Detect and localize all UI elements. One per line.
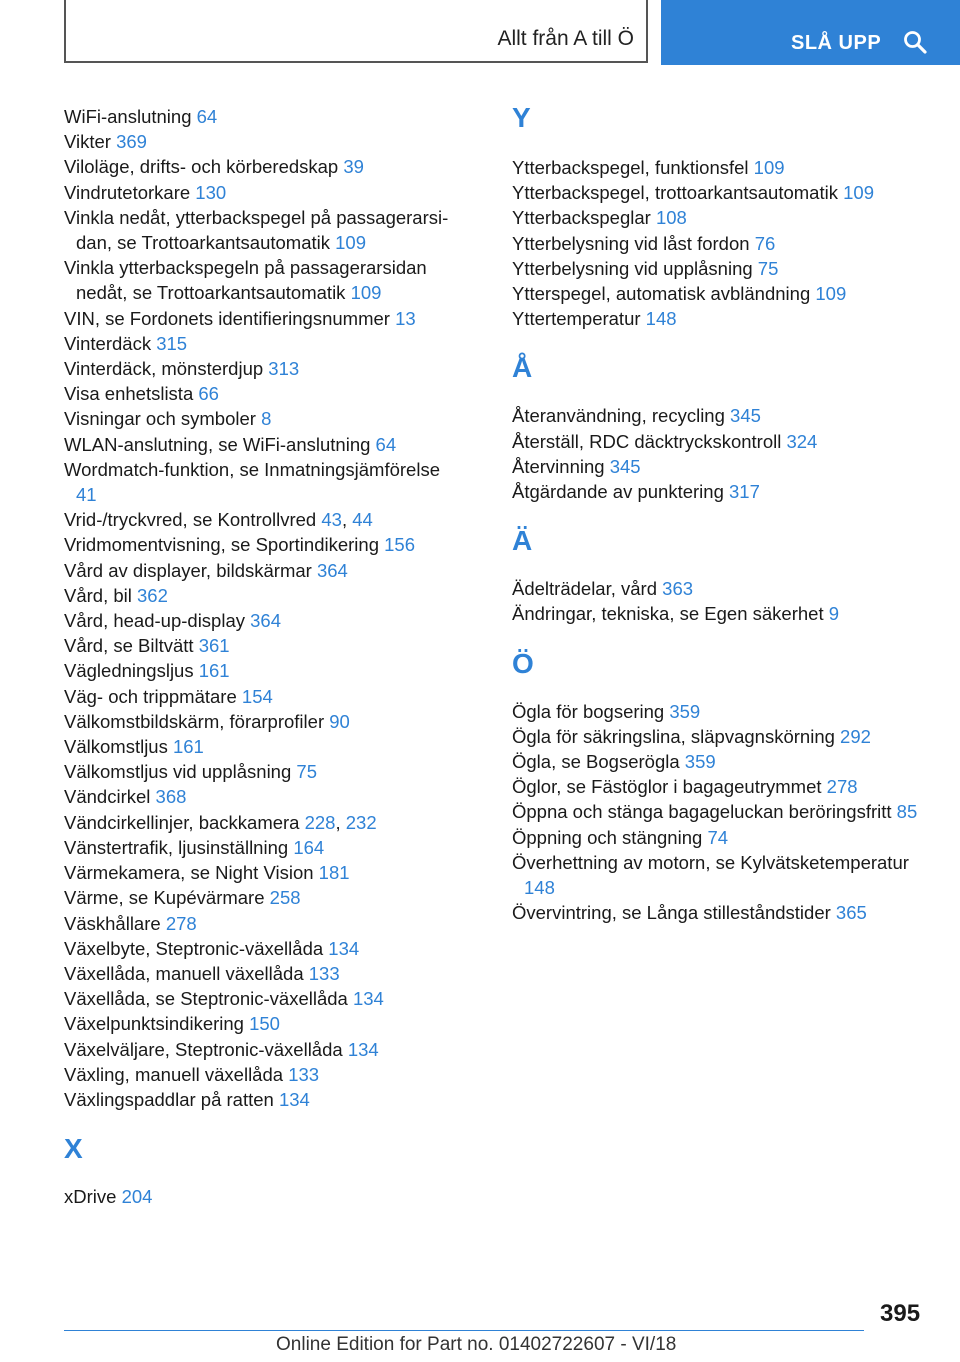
index-entry-text: Ögla, se Bogserögla — [512, 751, 680, 773]
index-entry — [512, 699, 932, 724]
index-entry-text: Ädelträdelar, vård — [512, 578, 658, 600]
page-reference-link[interactable]: 161 — [172, 736, 204, 758]
index-entry — [64, 1011, 459, 1036]
index-entry — [64, 356, 459, 381]
index-entry-text: Värme, se Kupévärmare — [64, 887, 265, 909]
page-reference-link[interactable]: 133 — [308, 962, 340, 984]
index-column-right — [512, 104, 932, 925]
section-letter: Å — [512, 352, 533, 384]
page-reference-link[interactable]: 368 — [155, 786, 187, 808]
index-entry-text: Väskhållare — [64, 912, 161, 934]
page-reference-link[interactable]: 345 — [730, 405, 761, 427]
section-letter: X — [64, 1133, 83, 1165]
index-entry — [64, 684, 459, 709]
index-entry — [64, 633, 459, 658]
page-reference-link[interactable]: 13 — [395, 307, 416, 329]
index-entry-text: Vård, se Biltvätt — [64, 635, 194, 657]
index-entry: Vrid-/tryckvred, se Kontrollvred 43, 44 — [64, 509, 373, 531]
page-number: 395 — [880, 1300, 921, 1327]
index-entry — [64, 911, 459, 936]
page-reference-link[interactable]: 364 — [316, 559, 348, 581]
top-navigation — [0, 0, 960, 66]
page-reference-link[interactable]: 148 — [524, 877, 555, 899]
page-reference-link[interactable]: 66 — [198, 383, 219, 405]
edition-footer: Online Edition for Part no. 01402722607 - VI/18 — [276, 1334, 677, 1355]
page-reference-link[interactable]: 317 — [729, 481, 760, 503]
index-entry-text: Återställ, RDC däcktryckskontroll — [512, 430, 782, 452]
index-entry — [64, 432, 459, 457]
page-reference-link[interactable]: 164 — [293, 836, 325, 858]
index-entry-text: Vård, bil — [64, 584, 132, 606]
index-entry — [512, 724, 932, 749]
index-entry — [64, 583, 459, 608]
index-entry-text: Växelbyte, Steptronic-växellåda — [64, 937, 324, 959]
page-reference-link[interactable]: 315 — [156, 332, 188, 354]
page-reference-link[interactable]: 292 — [840, 725, 871, 747]
page-reference-link[interactable]: 324 — [786, 430, 818, 452]
page-reference-link[interactable]: 134 — [278, 1088, 310, 1110]
page-reference-link[interactable]: 154 — [241, 685, 273, 707]
index-entry-text: VIN, se Fordonets identifieringsnummer — [64, 307, 390, 329]
page-reference-link[interactable]: 9 — [828, 603, 840, 625]
page-reference-link[interactable]: 109 — [335, 232, 367, 254]
index-entry — [64, 1062, 459, 1087]
page-reference-link[interactable]: 134 — [328, 937, 360, 959]
index-entry-text: Övervintring, se Långa stilleståndstider — [512, 902, 831, 924]
index-entry — [64, 784, 459, 809]
index-entry-text: Återanvändning, recycling — [512, 405, 725, 427]
page-reference-link[interactable]: 109 — [753, 157, 785, 178]
index-entry-text: Ögla för bogsering — [512, 700, 665, 722]
page-reference-link[interactable]: 156 — [384, 534, 416, 556]
page-reference-link[interactable]: 75 — [757, 257, 779, 279]
index-entry-text: Välkomstljus — [64, 736, 168, 758]
index-entry — [64, 381, 459, 406]
page-reference-link[interactable]: 363 — [662, 578, 694, 600]
page-reference-link[interactable]: 148 — [645, 308, 677, 330]
index-entry — [512, 825, 932, 850]
index-entry-text: Växellåda, manuell växellåda — [64, 962, 304, 984]
index-entry-text: Växlingspaddlar på ratten — [64, 1088, 274, 1110]
index-entry — [512, 900, 932, 925]
index-entry — [64, 835, 459, 860]
index-entry-text: Öglor, se Fästöglor i bagageutrymmet — [512, 776, 822, 798]
page-reference-link[interactable]: 74 — [707, 826, 729, 848]
index-entry-text: Vinterdäck — [64, 332, 152, 354]
index-entry-text: Vrid-/tryckvred, se Kontrollvred — [64, 509, 317, 531]
index-entry — [512, 850, 932, 900]
index-entry — [64, 1037, 459, 1062]
index-entry — [64, 104, 459, 129]
page-reference-link[interactable]: 278 — [165, 912, 197, 934]
index-entry — [64, 180, 459, 205]
index-entry — [64, 457, 459, 507]
page-reference-link[interactable]: 150 — [249, 1013, 280, 1035]
index-entry-text: WiFi-anslutning — [64, 106, 192, 127]
index-entry — [64, 532, 459, 557]
page-reference-link[interactable]: 134 — [347, 1038, 379, 1060]
index-entry-text: Vikter — [64, 131, 111, 153]
index-entry-text: Vändcirkel — [64, 786, 151, 808]
index-entry — [512, 281, 932, 306]
section-letter: Ö — [512, 647, 534, 679]
page-reference-link[interactable]: 8 — [261, 408, 272, 430]
index-column-left — [64, 104, 459, 1209]
index-entry-text: Ytterbackspeglar — [512, 207, 651, 229]
index-entry — [512, 256, 932, 281]
page-reference-link[interactable]: 232 — [345, 811, 377, 833]
footer-divider — [64, 1330, 864, 1331]
index-entry-text: Ändringar, tekniska, se Egen säkerhet — [512, 603, 824, 625]
index-entry — [64, 255, 459, 305]
page-reference-link[interactable]: 345 — [609, 455, 641, 477]
index-entry-text: Väg- och trippmätare — [64, 685, 237, 707]
page-reference-link[interactable]: 75 — [296, 761, 317, 783]
search-label: SLÅ UPP — [791, 32, 882, 54]
all-a-to-z-tab[interactable] — [64, 0, 648, 63]
index-entry — [512, 749, 932, 774]
index-entry — [64, 129, 459, 154]
index-entry-text: Visningar och symboler — [64, 408, 256, 430]
index-entry: Vändcirkellinjer, backkamera 228, 232 — [64, 811, 377, 833]
index-entry-text: Ytterbelysning vid låst fordon — [512, 232, 750, 254]
index-entry-text: Vridmomentvisning, se Sportindikering — [64, 534, 379, 556]
index-entry-text: Vändcirkellinjer, backkamera — [64, 811, 300, 833]
index-entry-text: Vägledningsljus — [64, 660, 194, 682]
index-entry-text: Vänstertrafik, ljusinställning — [64, 836, 289, 858]
search-icon — [903, 30, 927, 54]
index-entry-text: xDrive — [64, 1186, 117, 1208]
index-entry — [64, 406, 459, 431]
index-entry — [64, 1184, 459, 1209]
all-a-to-z-label: Allt från A till Ö — [497, 27, 634, 50]
index-entry — [64, 709, 459, 734]
page-reference-link[interactable]: 313 — [268, 358, 300, 380]
index-entry — [512, 429, 932, 454]
index-entry-text: Vinkla ytterbackspegeln på passagerarsidan nedåt, se Trottoarkantsautomatik — [64, 257, 427, 304]
index-entry — [64, 658, 459, 683]
index-entry — [64, 154, 459, 179]
page-reference-link[interactable]: 133 — [288, 1063, 320, 1085]
page-reference-link[interactable]: 39 — [343, 156, 364, 178]
index-entry — [64, 331, 459, 356]
page-reference-link[interactable]: 134 — [352, 988, 384, 1010]
page-reference-link[interactable]: 359 — [684, 751, 716, 773]
page-reference-link[interactable]: 130 — [195, 181, 227, 203]
page-reference-link[interactable]: 361 — [198, 635, 230, 657]
index-entry-text: Vård, head-up-display — [64, 610, 245, 632]
index-entry-text: WLAN-anslutning, se WiFi-anslutning — [64, 433, 371, 455]
index-entry-text: Växelväljare, Steptronic-växellåda — [64, 1038, 343, 1060]
index-entry — [64, 608, 459, 633]
index-entry-text: Öppning och stängning — [512, 826, 703, 848]
page-reference-link[interactable]: 204 — [121, 1186, 153, 1208]
index-entry-text: Återvinning — [512, 455, 605, 477]
index-entry-text: Visa enhetslista — [64, 383, 194, 405]
page-reference-link[interactable]: 64 — [196, 106, 218, 127]
section-letter: Y — [512, 102, 531, 133]
index-entry — [512, 799, 932, 824]
page-reference-link[interactable]: 109 — [815, 283, 847, 305]
page-reference-link[interactable]: 44 — [352, 509, 373, 531]
page-reference-link[interactable]: 161 — [198, 660, 230, 682]
index-entry-text: Öppna och stänga bagageluckan beröringsfritt — [512, 801, 892, 823]
index-entry-text: Växelpunktsindikering — [64, 1013, 244, 1035]
index-entry-text: Vinkla nedåt, ytterbackspegel på passagerarsidan, se Trottoarkantsautomatik — [64, 206, 449, 254]
index-entry-text: Ögla för säkringslina, släpvagnskörning — [512, 725, 835, 747]
index-entry — [512, 454, 932, 479]
index-entry-text: Välkomstljus vid upplåsning — [64, 761, 292, 783]
index-entry — [512, 774, 932, 799]
index-entry — [64, 306, 459, 331]
index-entry — [512, 306, 932, 331]
index-entry-text: Välkomstbildskärm, förarprofiler — [64, 710, 325, 732]
page-reference-link[interactable]: 364 — [250, 610, 282, 632]
index-entry — [64, 986, 459, 1011]
index-entry — [512, 479, 932, 504]
index-entry-text: Ytterbelysning vid upplåsning — [512, 257, 753, 279]
index-entry-text: Värmekamera, se Night Vision — [64, 862, 314, 884]
page-reference-link[interactable]: 359 — [669, 700, 701, 722]
index-entry-text: Yttertemperatur — [512, 308, 641, 330]
page-reference-link[interactable]: 258 — [269, 887, 301, 909]
page-reference-link[interactable]: 108 — [655, 207, 687, 229]
index-entry — [512, 601, 932, 626]
page-reference-link[interactable]: 181 — [318, 862, 350, 884]
page-reference-link[interactable]: 109 — [350, 282, 382, 304]
index-entry — [64, 1087, 459, 1112]
page-reference-link[interactable]: 85 — [896, 801, 918, 823]
page-reference-link[interactable]: 278 — [826, 776, 858, 798]
index-entry — [64, 205, 459, 255]
index-entry-text: Vindrutetorkare — [64, 181, 191, 203]
index-entry — [64, 936, 459, 961]
index-entry — [64, 860, 459, 885]
page-reference-link[interactable]: 90 — [329, 710, 350, 732]
index-entry-text: Vård av displayer, bildskärmar — [64, 559, 312, 581]
page-reference-link[interactable]: 76 — [754, 232, 776, 254]
index-entry — [512, 155, 932, 180]
index-entry — [64, 734, 459, 759]
page-reference-link[interactable]: 228 — [304, 811, 336, 833]
page-reference-link[interactable]: 365 — [835, 902, 867, 924]
index-entry-text: Ytterbackspegel, trottoarkantsautomatik — [512, 182, 838, 204]
index-entry — [512, 205, 932, 230]
index-entry — [512, 231, 932, 256]
index-entry — [64, 759, 459, 784]
index-entry — [64, 961, 459, 986]
page-reference-link[interactable]: 41 — [76, 484, 97, 506]
page-reference-link[interactable]: 109 — [843, 182, 874, 204]
index-entry-text: Växellåda, se Steptronic-växellåda — [64, 988, 348, 1010]
index-entry — [512, 180, 932, 205]
index-entry — [512, 576, 932, 601]
index-entry-text: Överhettning av motorn, se Kylvätsketemperatur — [512, 851, 909, 873]
index-entry-text: Viloläge, drifts- och körberedskap — [64, 156, 339, 178]
page-reference-link[interactable]: 369 — [116, 131, 147, 153]
section-letter: Ä — [512, 525, 533, 557]
page-reference-link[interactable]: 362 — [137, 584, 168, 606]
index-entry — [64, 885, 459, 910]
search-tab[interactable] — [661, 0, 960, 65]
index-entry — [512, 403, 932, 428]
index-entry — [64, 558, 459, 583]
index-entry-text: Wordmatch-funktion, se Inmatningsjämförelse — [64, 458, 440, 480]
index-entry-text: Vinterdäck, mönsterdjup — [64, 358, 264, 380]
page-reference-link[interactable]: 43 — [321, 509, 342, 531]
index-entry-text: Växling, manuell växellåda — [64, 1063, 284, 1085]
index-entry-text: Åtgärdande av punktering — [512, 481, 724, 503]
index-entry-text: Ytterbackspegel, funktionsfel — [512, 157, 749, 178]
page-reference-link[interactable]: 64 — [375, 433, 397, 455]
index-entry-text: Ytterspegel, automatisk avbländning — [512, 283, 811, 305]
